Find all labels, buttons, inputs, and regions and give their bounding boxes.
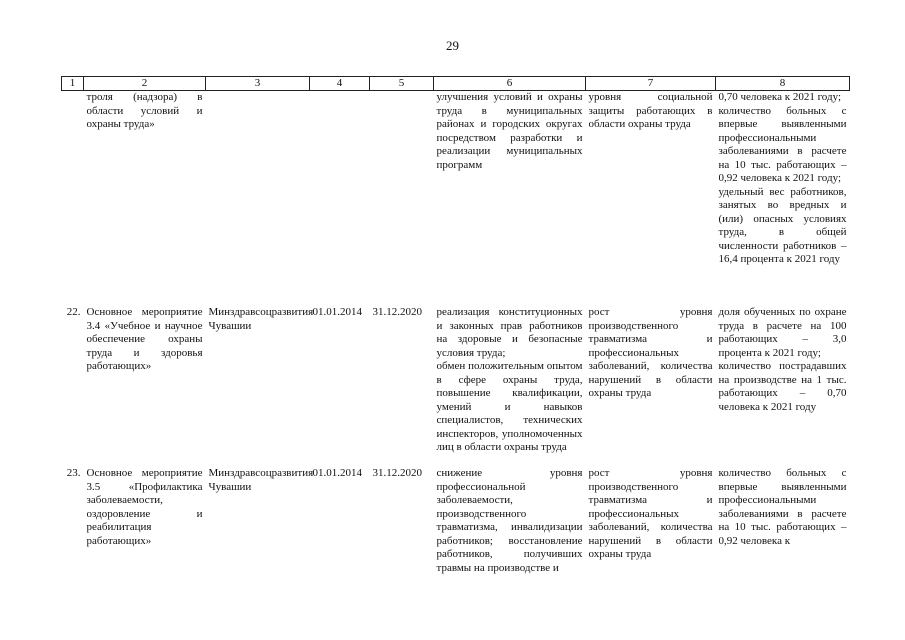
column-header: 1 bbox=[62, 77, 84, 91]
start-date: 01.01.2014 bbox=[312, 306, 362, 318]
measure-name: Основное мероприятие 3.4 «Учебное и научное обеспечение охраны труда и здоровья работающих» bbox=[86, 306, 203, 372]
row-number: 22. bbox=[66, 306, 81, 318]
table-row bbox=[62, 91, 850, 307]
measure-name: троля (надзора) в области условий и охраны труда» bbox=[86, 91, 203, 130]
end-date: 31.12.2020 bbox=[372, 467, 422, 479]
column-number-row bbox=[62, 77, 850, 91]
expected-result: снижение уровня профессиональной заболеваемости, производственного травматизма, инвалидизации работников; восстановление работников, получивших травмы на производстве и bbox=[436, 467, 583, 574]
indicator: 0,70 человека к 2021 году; количество больных с впервые выявленными профессиональными заболеваниями в расчете на 10 тыс. работающих – 0,92 человека к 2021 году; удельный вес работников, занятых во вредных и (или) опасных условиях труда, в общей численности работников – 16,4 процента к 2021 году bbox=[718, 91, 847, 265]
table-row bbox=[62, 467, 850, 575]
indicator: доля обученных по охране труда в расчете на 100 работающих – 3,0 процента к 2021 году; количество пострадавших на производстве на 1 тыс. работающих – 0,70 человека к 2021 году bbox=[718, 306, 847, 413]
end-date bbox=[370, 91, 434, 307]
table-row bbox=[62, 306, 850, 467]
executor: Минздравсоцразвития Чувашии bbox=[208, 306, 314, 332]
start-date: 01.01.2014 bbox=[312, 467, 362, 479]
start-date bbox=[310, 91, 370, 307]
expected-result: реализация конституционных и законных прав работников на здоровые и безопасные условия труда; обмен положительным опытом в сфере охраны труда, повышение квалификации, умений и навыков специалистов, технических инспекторов, уполномоченных лиц в области охраны труда bbox=[436, 306, 583, 453]
column-header: 5 bbox=[370, 77, 434, 91]
column-header: 6 bbox=[434, 77, 586, 91]
consequence: рост уровня производственного травматизма и профессиональных заболеваний, количества нарушений в области охраны труда bbox=[588, 467, 713, 560]
column-header: 4 bbox=[310, 77, 370, 91]
column-header: 3 bbox=[206, 77, 310, 91]
row-number bbox=[62, 91, 84, 307]
column-header: 8 bbox=[716, 77, 850, 91]
measure-name: Основное мероприятие 3.5 «Профилактика заболеваемости, оздоровление и реабилитация работающих» bbox=[86, 467, 203, 547]
column-header: 7 bbox=[586, 77, 716, 91]
row-number: 23. bbox=[66, 467, 81, 479]
expected-result: улучшения условий и охраны труда в муниципальных районах и городских округах посредством разработки и реализации муниципальных программ bbox=[436, 91, 583, 171]
consequence: рост уровня производственного травматизма и профессиональных заболеваний, количества нарушений в области охраны труда bbox=[588, 306, 713, 399]
column-header: 2 bbox=[84, 77, 206, 91]
page-number: 29 bbox=[446, 38, 459, 53]
program-table bbox=[61, 76, 850, 575]
executor: Минздравсоцразвития Чувашии bbox=[208, 467, 314, 493]
executor bbox=[206, 91, 310, 307]
end-date: 31.12.2020 bbox=[372, 306, 422, 318]
consequence: уровня социальной защиты работающих в области охраны труда bbox=[588, 91, 713, 130]
indicator: количество больных с впервые выявленными профессиональными заболеваниями в расчете на 10 тыс. работающих – 0,92 человека к bbox=[718, 467, 847, 547]
